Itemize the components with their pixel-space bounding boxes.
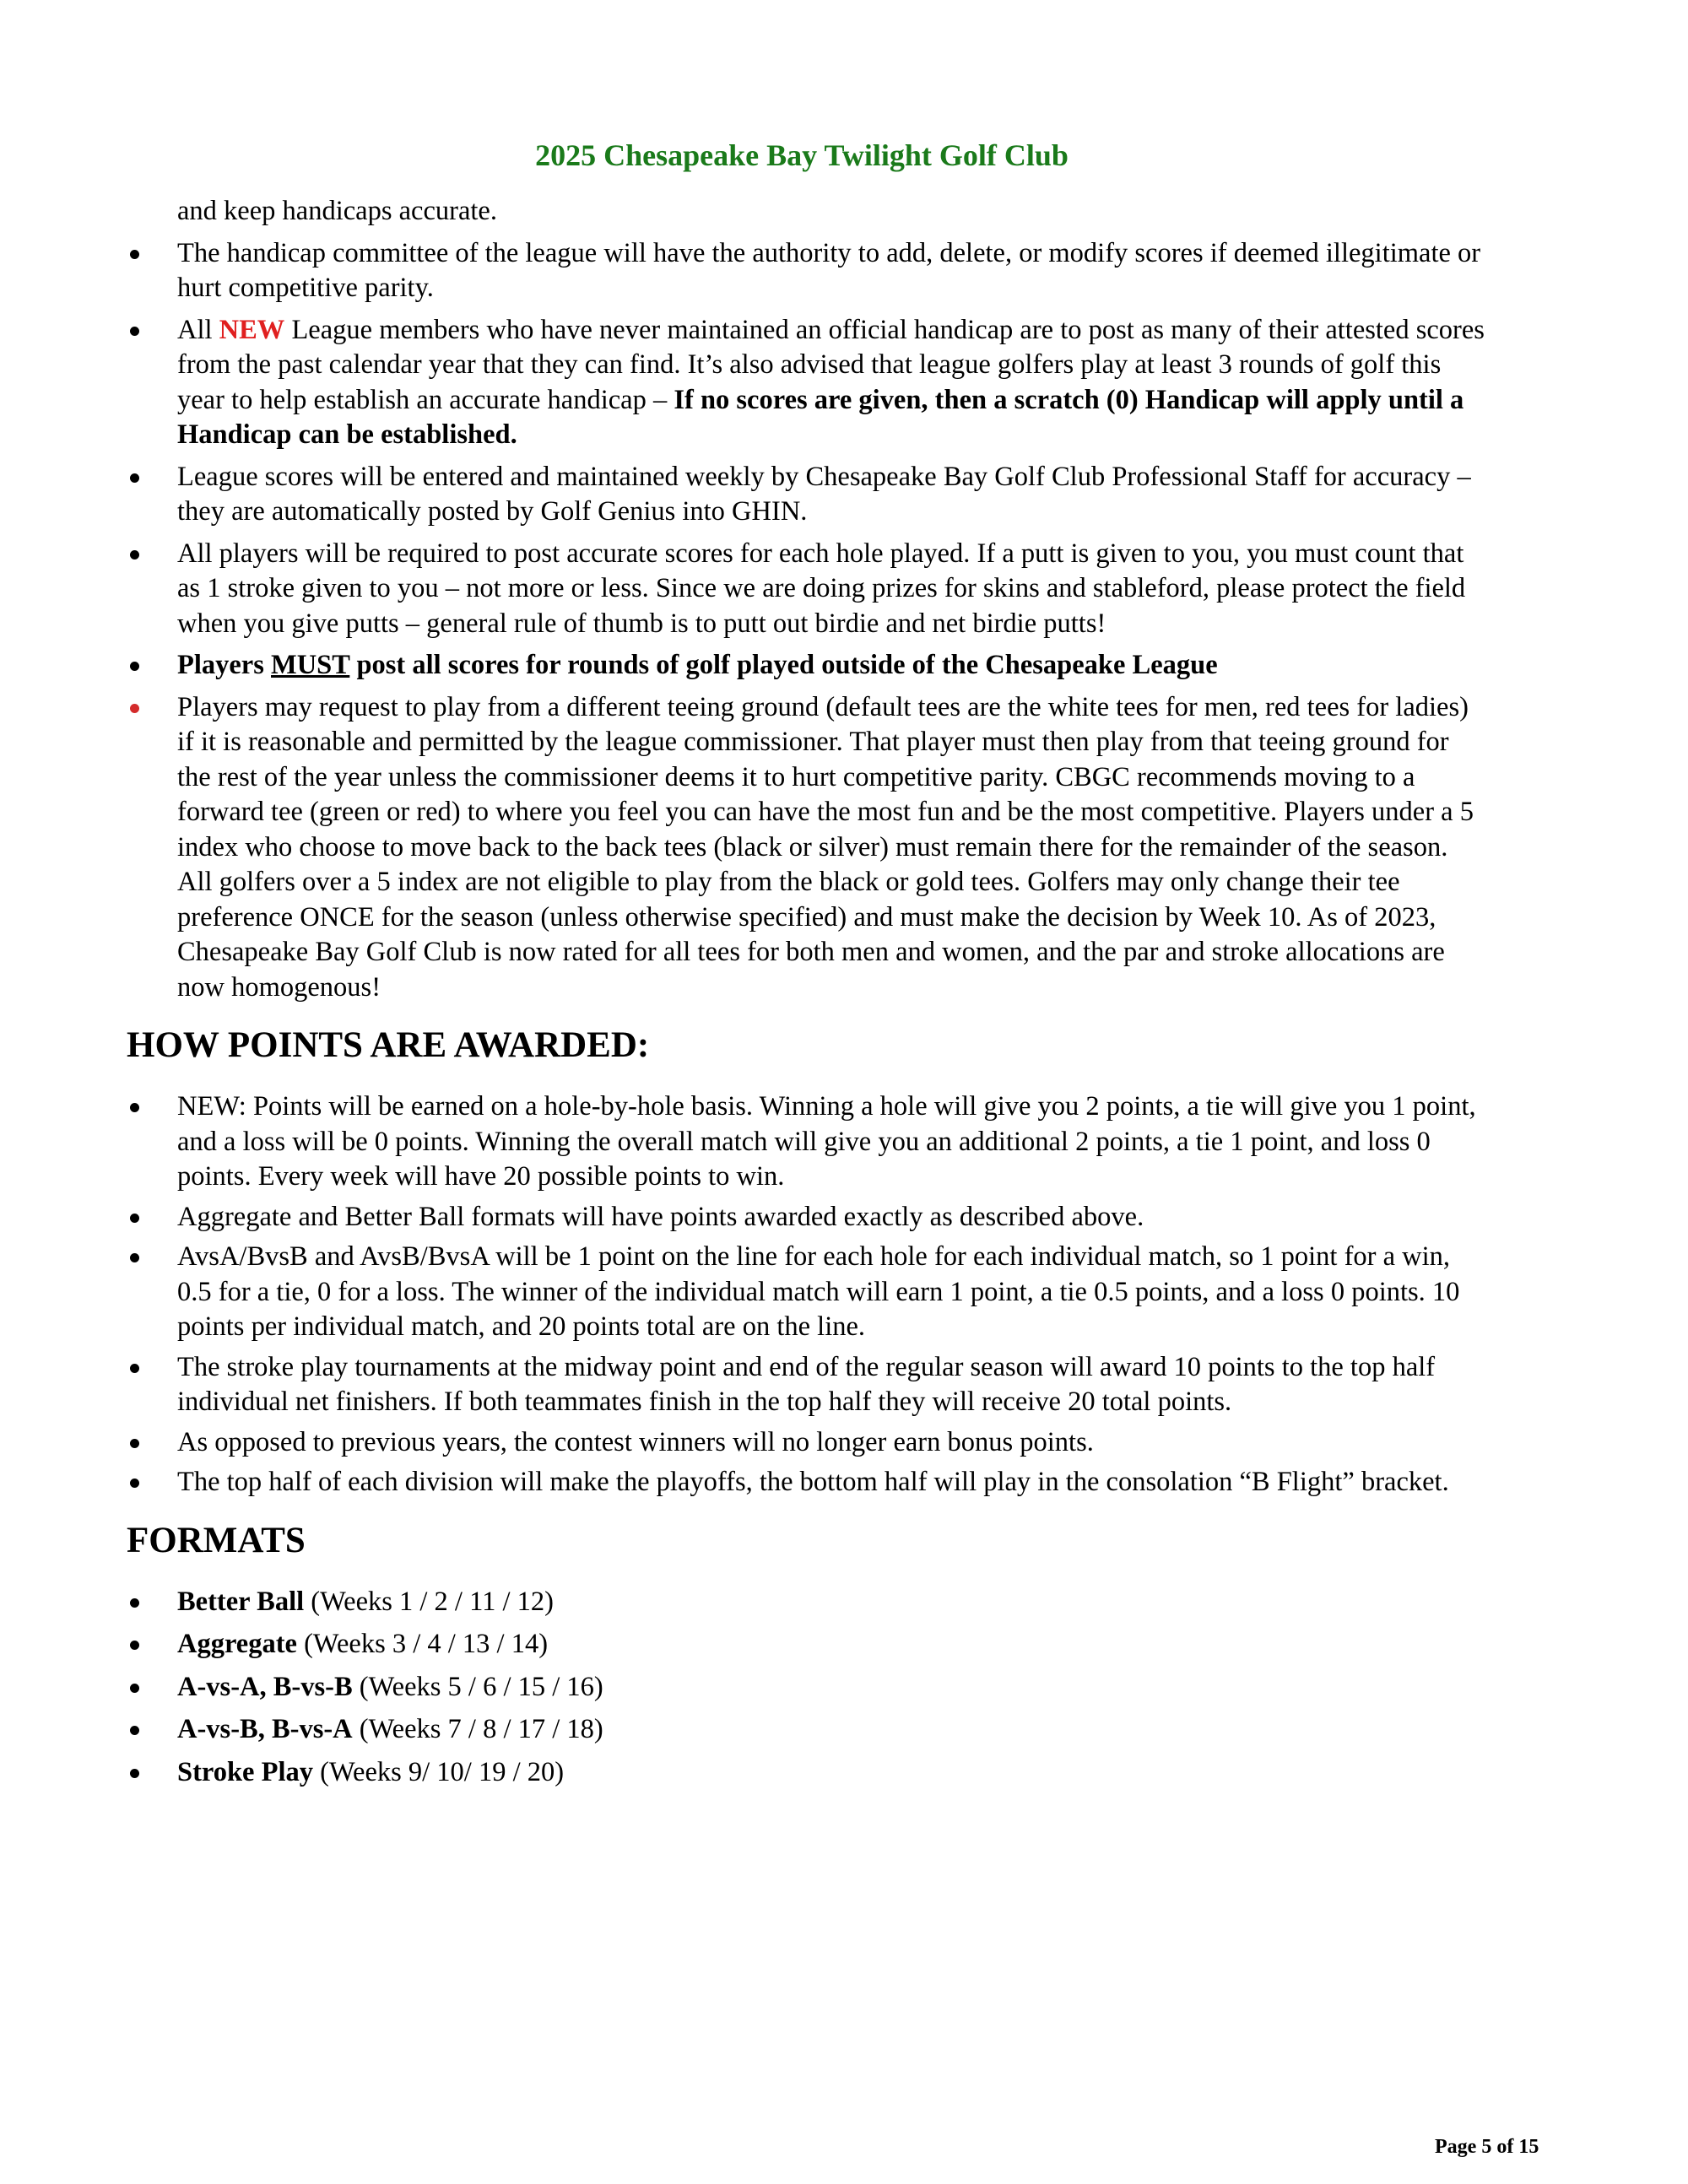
bullet-icon (130, 1598, 139, 1608)
continuation-text: and keep handicaps accurate. (177, 196, 497, 226)
bullet-text: Aggregate and Better Ball formats will have points awarded exactly as described above. (177, 1201, 1144, 1232)
list-item (127, 648, 1485, 684)
points-heading: HOW POINTS ARE AWARDED: (127, 1025, 650, 1065)
bullet-text: Players may request to play from a different teeing ground (default tees are the white tees for men, red tees for ladies) if it is reasonable and permitted by the league commissioner. That player must then play from that teeing ground for the rest of the year unless the commissioner deems it to hurt competitive parity. CBGC recommends moving to a forward tee (green or red) to where you feel you can have the most fun and be the most competitive. Players under a 5 index who choose to move back to the back tees (black or silver) must remain there for the remainder of the season. All golfers over a 5 index are not eligible to play from the black or gold tees. Golfers may only change their tee preference ONCE for the season (unless otherwise specified) and must make the decision by Week 10. As of 2023, Chesapeake Bay Golf Club is now rated for all tees for both men and women, and the par and stroke allocations are now homogenous! (177, 691, 1474, 1003)
page-header-title: 2025 Chesapeake Bay Twilight Golf Club (535, 138, 1069, 172)
page-label: Page (1435, 2136, 1482, 2158)
points-list (127, 1089, 1485, 1500)
list-item (127, 1350, 1485, 1420)
bullet-icon (130, 250, 139, 259)
new-highlight: NEW (219, 314, 285, 345)
bullet-text: League members who have never maintained an official handicap are to post as many of their attested scores from the past calendar year that they can find. It’s also advised that league golfers play at least 3 rounds of golf this year to help establish an accurate handicap – (177, 314, 1485, 415)
bullet-icon (130, 662, 139, 671)
bullet-text: League scores will be entered and maintained weekly by Chesapeake Bay Golf Club Professional Staff for accuracy – they are automatically posted by Golf Genius into GHIN. (177, 461, 1471, 527)
bullet-bold-text: If no scores are given, then a scratch (0) Handicap will apply until a Handicap can be established. (177, 384, 1464, 450)
bullet-icon (130, 1214, 139, 1223)
bullet-icon (130, 1479, 139, 1488)
bullet-icon (130, 550, 139, 560)
list-item (127, 1240, 1485, 1345)
bullet-text-prefix: All (177, 314, 219, 345)
list-item (127, 236, 1485, 306)
format-weeks: (Weeks 1 / 2 / 11 / 12) (304, 1586, 554, 1617)
list-item (127, 1755, 1485, 1791)
page-total: 15 (1518, 2136, 1539, 2158)
format-weeks: (Weeks 9/ 10/ 19 / 20) (313, 1756, 565, 1787)
handicap-rules-list (127, 236, 1485, 1006)
list-item (127, 1200, 1485, 1235)
list-item (127, 460, 1485, 530)
list-item (127, 1585, 1485, 1620)
list-item (127, 313, 1485, 453)
bullet-text: The top half of each division will make the playoffs, the bottom half will play in the consolation “B Flight” bracket. (177, 1467, 1449, 1497)
bullet-text: The handicap committee of the league will have the authority to add, delete, or modify scores if deemed illegitimate or hurt competitive parity. (177, 237, 1481, 303)
list-item (127, 1465, 1485, 1500)
format-name: A-vs-B, B-vs-A (177, 1714, 353, 1744)
document-body (127, 194, 1485, 1797)
list-item (127, 1712, 1485, 1748)
format-weeks: (Weeks 7 / 8 / 17 / 18) (352, 1714, 603, 1744)
bullet-text: The stroke play tournaments at the midway point and end of the regular season will award 10 points to the top half individual net finishers. If both teammates finish in the top half they will receive 20 total points. (177, 1351, 1436, 1417)
bullet-icon (130, 1364, 139, 1373)
bullet-icon (130, 1253, 139, 1262)
bullet-icon (130, 473, 139, 483)
bullet-icon (130, 1641, 139, 1650)
bullet-icon (130, 1103, 139, 1112)
bullet-icon (130, 1769, 139, 1778)
list-item (127, 537, 1485, 642)
formats-heading: FORMATS (127, 1520, 306, 1560)
list-item (127, 1670, 1485, 1706)
bullet-icon (130, 1684, 139, 1693)
format-weeks: (Weeks 3 / 4 / 13 / 14) (296, 1629, 549, 1659)
list-item (127, 1627, 1485, 1662)
format-weeks: (Weeks 5 / 6 / 15 / 16) (352, 1671, 603, 1702)
bullet-icon (130, 327, 139, 336)
bullet-bold-suffix: post all scores for rounds of golf played outside of the Chesapeake League (349, 650, 1218, 680)
must-underlined: MUST (271, 650, 350, 680)
format-name: Aggregate (177, 1629, 297, 1659)
bullet-icon (130, 1439, 139, 1448)
list-item (127, 1089, 1485, 1195)
list-item (127, 1425, 1485, 1461)
red-bullet-icon (130, 704, 139, 713)
bullet-bold-prefix: Players (177, 650, 272, 680)
format-name: Stroke Play (177, 1756, 313, 1787)
page-number (1435, 2136, 1539, 2159)
bullet-text: All players will be required to post accurate scores for each hole played. If a putt is given to you, you must count that as 1 stroke given to you – not more or less. Since we are doing prizes for skins and stableford, please protect the field when you give putts – general rule of thumb is to putt out birdie and net birdie putts! (177, 538, 1466, 639)
bullet-text: NEW: Points will be earned on a hole-by-hole basis. Winning a hole will give you 2 points, a tie will give you 1 point, and a loss will be 0 points. Winning the overall match will give you an additional 2 points, a tie 1 point, and loss 0 points. Every week will have 20 possible points to win. (177, 1091, 1476, 1192)
bullet-bold-text (177, 650, 1218, 680)
format-name: A-vs-A, B-vs-B (177, 1671, 353, 1702)
list-item (127, 690, 1485, 1006)
page-of: of (1491, 2136, 1519, 2158)
page-current: 5 (1481, 2136, 1492, 2158)
format-name: Better Ball (177, 1586, 305, 1617)
bullet-text: AvsA/BvsB and AvsB/BvsA will be 1 point on the line for each hole for each individual match, so 1 point for a win, 0.5 for a tie, 0 for a loss. The winner of the individual match will earn 1 point, a tie 0.5 points, and a loss 0 points. 10 points per individual match, and 20 points total are on the line. (177, 1241, 1460, 1342)
formats-list (127, 1585, 1485, 1791)
bullet-text: As opposed to previous years, the contest winners will no longer earn bonus points. (177, 1426, 1094, 1457)
bullet-icon (130, 1726, 139, 1735)
